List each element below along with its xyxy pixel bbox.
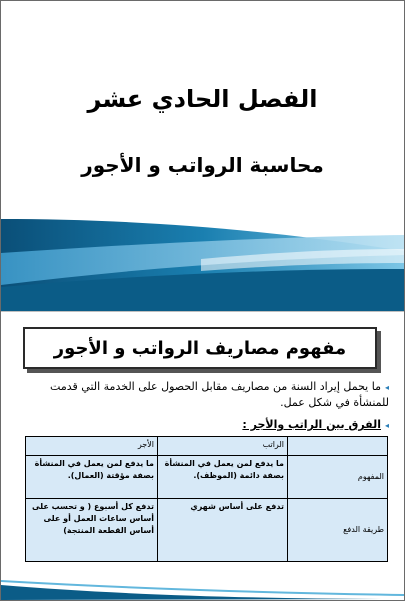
table-cell: تدفع كل أسبوع ( و تحسب على أساس ساعات العمل أو على أساس القطعة المنتجة)	[26, 499, 158, 562]
bullet-text: ما يحمل إيراد السنة من مصاريف مقابل الحصول على الخدمة التي قدمت للمنشأة في شكل عمل.	[50, 380, 389, 409]
table-cell: طريقة الدفع	[288, 499, 388, 562]
bullet-definition	[19, 379, 389, 410]
table-row	[26, 456, 388, 499]
slide-concept	[1, 319, 404, 600]
slide-heading: مفهوم مصاريف الرواتب و الأجور	[53, 337, 347, 359]
table-cell: ما يدفع لمن يعمل في المنشأة بصفة مؤقتة (العمال).	[26, 456, 158, 499]
bullet-icon: ◂	[384, 382, 389, 392]
swoosh-decoration	[1, 189, 404, 311]
table-row	[26, 499, 388, 562]
bullet-text: الفرق بين الراتب والأجر :	[242, 418, 381, 431]
table-header-cell: الأجر	[26, 437, 158, 456]
table-header-cell	[288, 437, 388, 456]
swoosh-decoration-bottom	[1, 559, 404, 600]
chapter-title: الفصل الحادي عشر	[87, 85, 318, 113]
bullet-icon: ◂	[384, 420, 389, 430]
chapter-subtitle: محاسبة الرواتب و الأجور	[81, 153, 324, 177]
table-cell: ما يدفع لمن يعمل في المنشأة بصفة دائمة (الموظف).	[158, 456, 288, 499]
table-cell: المفهوم	[288, 456, 388, 499]
heading-box	[23, 327, 377, 369]
bullet-difference	[19, 418, 389, 431]
table-header-row	[26, 437, 388, 456]
table-cell: تدفع على أساس شهري	[158, 499, 288, 562]
comparison-table	[25, 436, 388, 562]
table-header-cell: الراتب	[158, 437, 288, 456]
slide-title	[1, 1, 404, 311]
